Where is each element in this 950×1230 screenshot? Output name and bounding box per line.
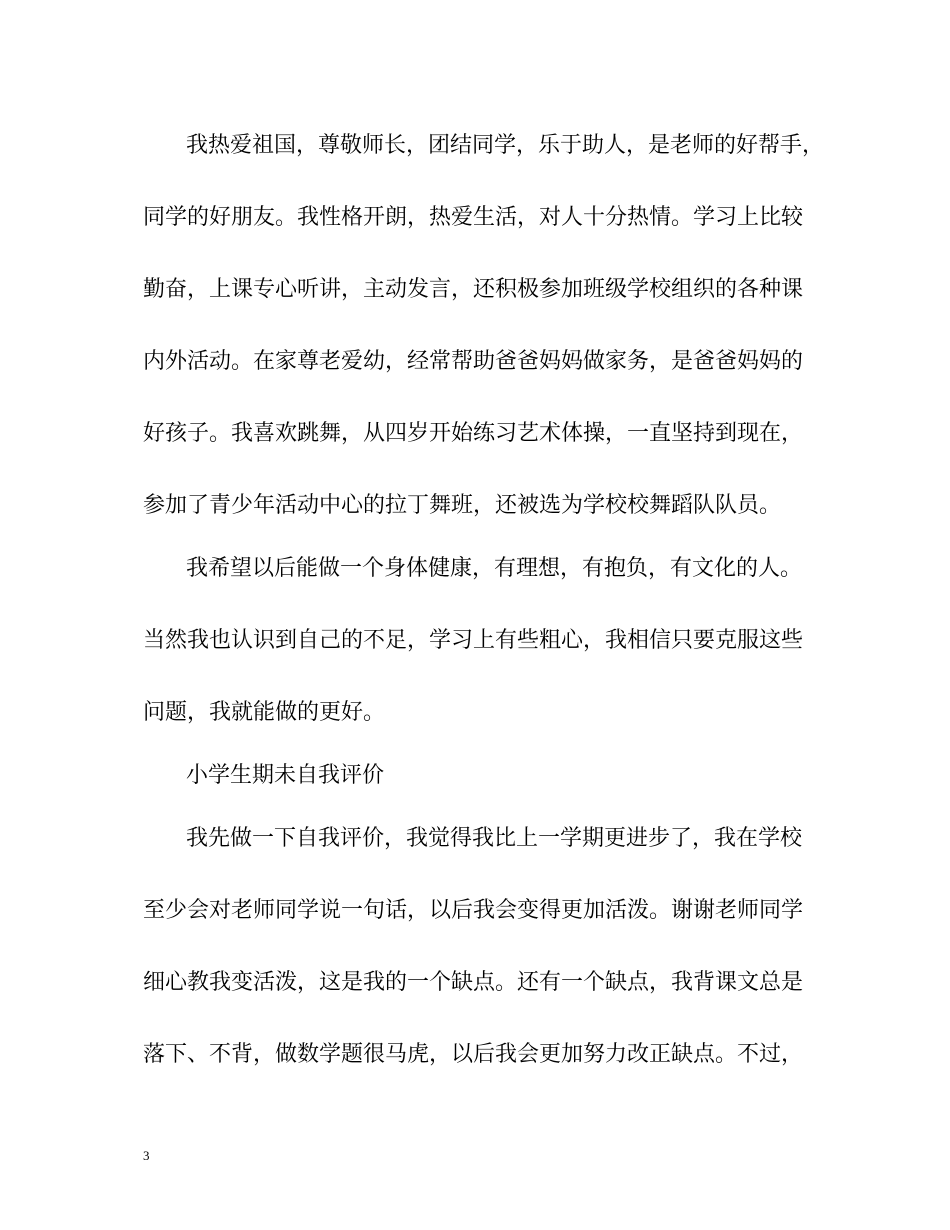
paragraph-line: 至少会对老师同学说一句话，以后我会变得更加活泼。谢谢老师同学 (143, 898, 804, 923)
paragraph-line: 当然我也认识到自己的不足，学习上有些粗心，我相信只要克服这些 (143, 628, 804, 653)
paragraph-line: 内外活动。在家尊老爱幼，经常帮助爸爸妈妈做家务，是爸爸妈妈的 (143, 349, 804, 374)
paragraph-line: 我希望以后能做一个身体健康，有理想，有抱负，有文化的人。 (186, 556, 803, 581)
paragraph-line: 问题，我就能做的更好。 (143, 700, 386, 725)
section-heading: 小学生期未自我评价 (186, 763, 385, 788)
page-number: 3 (143, 1148, 150, 1163)
paragraph-line: 勤奋，上课专心听讲，主动发言，还积极参加班级学校组织的各种课 (143, 277, 804, 302)
paragraph-line: 参加了青少年活动中心的拉丁舞班，还被选为学校校舞蹈队队员。 (143, 493, 782, 518)
paragraph-line: 细心教我变活泼，这是我的一个缺点。还有一个缺点，我背课文总是 (143, 970, 804, 995)
paragraph-line: 好孩子。我喜欢跳舞，从四岁开始练习艺术体操，一直坚持到现在， (143, 421, 804, 446)
paragraph-line: 我先做一下自我评价，我觉得我比上一学期更进步了，我在学校 (186, 826, 803, 851)
paragraph-line: 落下、不背，做数学题很马虎，以后我会更加努力改正缺点。不过， (143, 1042, 804, 1067)
paragraph-line: 我热爱祖国，尊敬师长，团结同学，乐于助人，是老师的好帮手， (186, 133, 825, 158)
paragraph-line: 同学的好朋友。我性格开朗，热爱生活，对人十分热情。学习上比较 (143, 205, 804, 230)
